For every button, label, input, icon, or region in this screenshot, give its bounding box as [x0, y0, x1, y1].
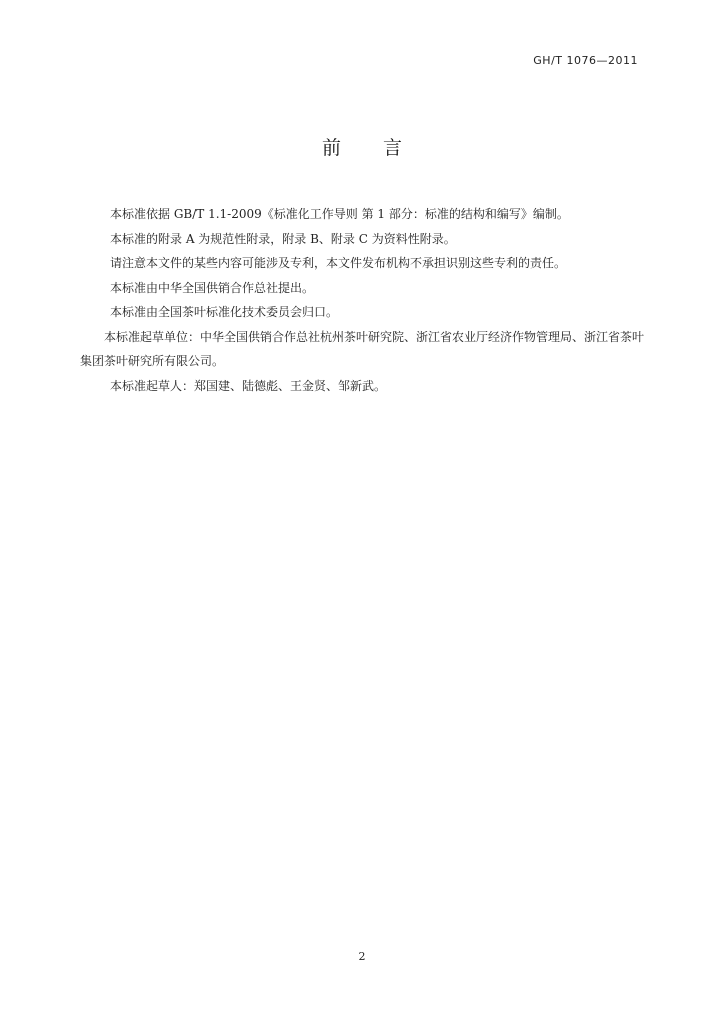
header-rule — [86, 72, 638, 73]
page-title — [0, 133, 724, 160]
foreword-body — [80, 202, 645, 398]
paragraph-drafting-units: 本标准起草单位：中华全国供销合作总社杭州茶叶研究院、浙江省农业厅经济作物管理局、浙江省茶叶集团茶叶研究所有限公司。 — [80, 329, 645, 368]
page-title-first-char: 前 — [321, 137, 341, 159]
paragraph-technical-committee: 本标准由全国茶叶标准化技术委员会归口。 — [110, 305, 339, 319]
paragraph-annexes: 本标准的附录 A 为规范性附录，附录 B、附录 C 为资料性附录。 — [110, 231, 456, 246]
paragraph-patent-notice: 请注意本文件的某些内容可能涉及专利，本文件发布机构不承担识别这些专利的责任。 — [110, 256, 567, 270]
paragraph-drafters: 本标准起草人：郑国建、陆德彪、王金贤、邹新武。 — [110, 378, 387, 393]
page-title-second-char: 言 — [383, 137, 403, 159]
standard-code-header: GH/T 1076—2011 — [533, 54, 638, 67]
paragraph-proposer: 本标准由中华全国供销合作总社提出。 — [110, 280, 315, 295]
paragraph-drafting-basis: 本标准依据 GB/T 1.1-2009《标准化工作导则 第 1 部分：标准的结构和编写》编制。 — [110, 207, 569, 221]
page-number: 2 — [358, 950, 366, 963]
